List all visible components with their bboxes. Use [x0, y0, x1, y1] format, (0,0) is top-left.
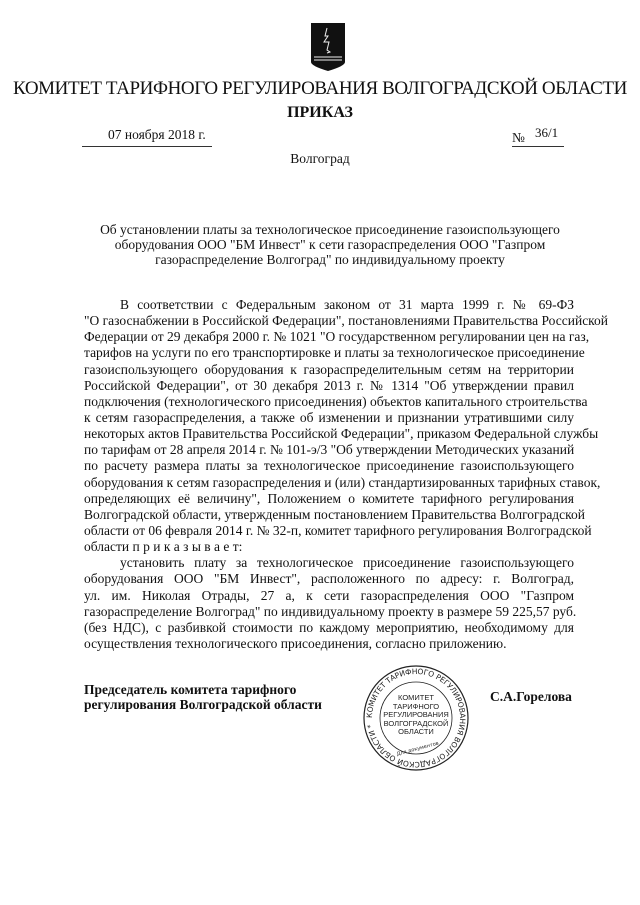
coat-of-arms-icon [310, 22, 346, 72]
signatory-name: С.А.Горелова [490, 689, 572, 704]
body-line: к сетям газораспределения, а также об изменении и признании утратившими силу [84, 409, 574, 425]
body-line: газораспределение Волгоград" по индивидуальному проекту в размере 59 225,57 руб. [84, 603, 577, 619]
body-line: Волгоградской области, утвержденным постановлением Правительства Волгоградской [84, 506, 586, 522]
stamp-note: Для документов [396, 740, 440, 758]
body-line: газоиспользующего оборудования к газораспределительным сетям на территории [84, 361, 574, 377]
body-line: установить плату за технологическое присоединение газоиспользующего [120, 555, 574, 571]
body-line: Федерации от 29 декабря 2000 г. № 1021 "О государственном регулировании цен на газ, [84, 329, 590, 345]
signatory-position [84, 682, 322, 712]
organization-name: КОМИТЕТ ТАРИФНОГО РЕГУЛИРОВАНИЯ ВОЛГОГРАДСКОЙ ОБЛАСТИ [13, 78, 627, 99]
body-line: "О газоснабжении в Российской Федерации", постановлениями Правительства Российской [84, 313, 609, 329]
stamp-outer-text: КОМИТЕТ ТАРИФНОГО РЕГУЛИРОВАНИЯ ВОЛГОГРАДСКОЙ ОБЛАСТИ * [364, 666, 468, 770]
document-date: 07 ноября 2018 г. [108, 127, 206, 142]
stamp-inner-text: КОМИТЕТ ТАРИФНОГО РЕГУЛИРОВАНИЯ ВОЛГОГРАДСКОЙ ОБЛАСТИ [383, 693, 449, 736]
position-line: регулирования Волгоградской области [84, 697, 322, 712]
position-line: Председатель комитета тарифного [84, 682, 297, 697]
body-line: по тарифам от 28 апреля 2014 г. № 101-э/3 "Об утверждении Методических указаний [84, 442, 575, 458]
body-line: оборудования ООО "БМ Инвест", расположенного по адресу: г. Волгоград, [84, 571, 574, 587]
body-line: некоторых актов Правительства Российской Федерации", приказом Федеральной службы [84, 426, 599, 442]
document-number: 36/1 [535, 125, 559, 140]
document-type: ПРИКАЗ [287, 104, 353, 121]
body-line: области от 06 февраля 2014 г. № 32-п, комитет тарифного регулирования Волгоградской [84, 522, 592, 538]
body-line: оборудования к сетям газораспределения и (или) стандартизированных тарифных ставок, [84, 474, 601, 490]
body-line: ул. им. Николая Отрады, 27 а, к сети газораспределения ООО "Газпром [84, 587, 574, 603]
document-body [84, 297, 609, 652]
title-line: газораспределение Волгоград" по индивидуальному проекту [155, 252, 505, 267]
body-line: области п р и к а з ы в а е т: [84, 539, 243, 555]
body-line: подключения (технологического присоединения) объектов капитального строительства [84, 393, 588, 409]
body-line: (без НДС), с разбивкой стоимости по каждому мероприятию, необходимому для [84, 619, 574, 635]
document-title [80, 222, 580, 267]
body-line: осуществления технологического присоединения, согласно приложению. [84, 635, 507, 651]
body-line: тарифов на услуги по его транспортировке и платы за технологическое присоединение [84, 345, 585, 361]
title-line: оборудования ООО "БМ Инвест" к сети газораспределения ООО "Газпром [114, 237, 546, 252]
body-line: по расчету размера платы за технологическое присоединение газоиспользующего [84, 458, 574, 474]
number-underline [512, 146, 564, 147]
title-line: Об установлении платы за технологическое присоединение газоиспользующего [100, 222, 560, 237]
city: Волгоград [290, 151, 350, 166]
number-label: № [512, 130, 525, 145]
body-line: определяющих её величину", Положением о комитете тарифного регулирования [84, 490, 574, 506]
body-line: Российской Федерации", от 30 декабря 2013 г. № 1314 "Об утверждении правил [84, 377, 574, 393]
body-line: В соответствии с Федеральным законом от 31 марта 1999 г. № 69-ФЗ [120, 297, 574, 312]
date-underline [82, 146, 212, 147]
